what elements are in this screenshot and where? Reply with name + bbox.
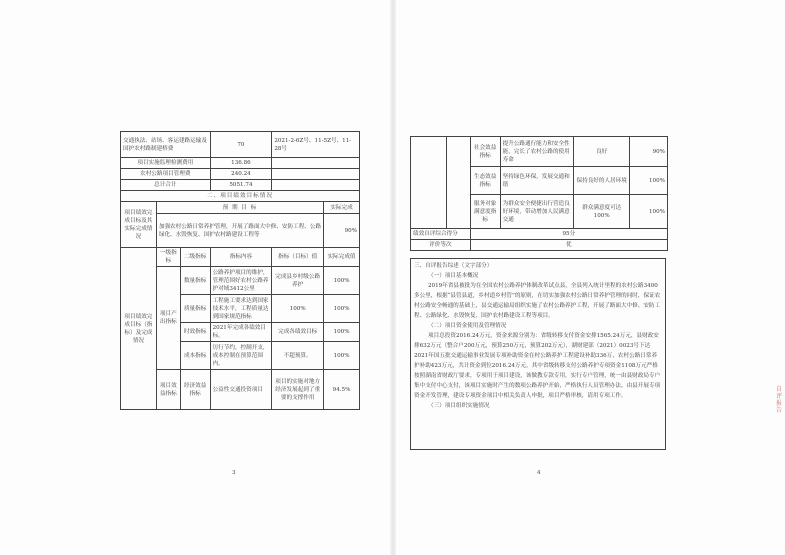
red-seal-fragment: 自 评 报 告: [776, 386, 783, 414]
indicator-level2: 数量指标: [180, 267, 210, 295]
performance-table-page4: [410, 136, 668, 251]
row-remark: [272, 180, 360, 191]
row-label: 总计合计: [121, 180, 211, 191]
grade-label: 评价等次: [411, 240, 471, 251]
indicator-target: 完成各绩效目标: [272, 323, 324, 342]
performance-table-page3: [120, 131, 360, 410]
indicator-level2: 社会效益指标: [470, 137, 500, 167]
indicator-target: 项目的实施对地方经济发展起到了重要的支撑作用: [272, 370, 324, 410]
section1-title: （一）项目基本概况: [428, 273, 479, 279]
expected-goal-header: 预 期 目 标: [156, 202, 323, 214]
actual-completion-header: 实际完成: [324, 202, 360, 214]
table-row: [121, 248, 360, 267]
indicator-content: 公益性交通投资项目: [210, 370, 272, 410]
indicator-actual: 100%: [630, 167, 668, 195]
indicator-content: 2021年完成各绩效目标。: [210, 323, 272, 342]
section2-title: （二）项目资金使用及管理情况: [428, 323, 507, 329]
row-label: 农村公路项目管理费: [121, 169, 211, 180]
indicator-target: 群众满意度可达100%: [574, 195, 630, 229]
row-remark: [272, 169, 360, 180]
table-row: [411, 240, 668, 251]
indicator-actual: 100%: [324, 323, 360, 342]
row-label: 交通执法、站场、客运建路运输及国护农村路制建桥费: [121, 132, 211, 158]
target-header: 指标（目标）值: [272, 248, 324, 267]
actual-header: 实际完成值: [324, 248, 360, 267]
table-row: [411, 229, 668, 240]
indicator-level2: 时效指标: [180, 323, 210, 342]
section3-title: （三）项目组织实施情况: [428, 403, 490, 409]
report-title: 三、自评报告综述（文字部分）: [414, 263, 493, 269]
output-label: 项目产出指标: [156, 267, 180, 370]
page-number-3: 3: [232, 470, 236, 476]
row-value: 5051.74: [210, 180, 272, 191]
indicator-actual: 94.5%: [324, 370, 360, 410]
table-row: [121, 132, 360, 158]
indicator-actual: 100%: [630, 195, 668, 229]
indicator-content: 厉行节约，控制开支，成本控制在预算范围内。: [210, 342, 272, 370]
section2-text: 项目总投资2016.24万元，资金来源分别为：省级转移支付资金安排1565.24万元，县财政安排632万元（整合户200万元，预算250万元，预算202万元），湖财建部（2021）0023号下达2021年国五批交通运输事业发展专项补助资金在村公路养护工程建设补助336万，农村公路日常养护补助423万元，共计资金到位2016.24万元，其中省级转移支付公路养护专项资金1108万元严格按照湖南省财政厅要求，专项用于项目建设，该做教专款专用，实行专户管理，统一由县财政局专户集中支付中心支付，该项目实施时产生的数项公路养护开始，严格执行人员管理办法，由县开展专项资金开发管理，建设专项资金项目中相关负责人申批，项目严格审核，请用专项工作。: [414, 333, 661, 399]
indicator-content: 公路养护项目的维护，管理范围好农村公路养护对域3412公里: [210, 267, 272, 295]
page-number-4: 4: [537, 470, 541, 476]
level1-header: 一级指标: [156, 248, 180, 267]
table-row: [121, 191, 360, 202]
content-header: 指标内容: [210, 248, 272, 267]
annual-goal-value: 90%: [324, 214, 360, 248]
indicator-level2: 质量指标: [180, 295, 210, 323]
grade-value: 优: [470, 240, 667, 251]
indicator-level2: 成本指标: [180, 342, 210, 370]
row-label: 项目实施监理检测费用: [121, 158, 211, 169]
table-row: [411, 137, 668, 167]
section-title: 二、项目绩效目标情况: [121, 191, 360, 202]
indicator-level2: 服务对象满意度指标: [470, 195, 500, 229]
table-row: [121, 169, 360, 180]
section1-text: 2019年省县被批为在全国农村公路养护体制改革试点县，全县列入统计里程的农村公路3400多公里，根据“县管县道，乡村道乡村管”的原则，在切实加强农村公路日常养护管理的同时，保证农村公路安全畅通的基础上，县交通运输局组织实施了农村公路养护工程，开展了路面大中修、安防工程、公路绿化、水毁恢复、国护农村路建设工程等项目。: [414, 283, 661, 319]
indicator-content: 工程施工要求达到国家技术水平，工程质量达到国家规范指标: [210, 295, 272, 323]
book-gutter: [390, 0, 396, 555]
indicator-content: 提升公路通行能力和安全性能，完长了农村公路的使用寿命: [500, 137, 574, 167]
indicator-target: 保持良好的人居环境: [574, 167, 630, 195]
level2-header: 二级指标: [180, 248, 210, 267]
annual-goal-text: 加强农村公路日常养护管理，开展了路面大中修、安防工程、公路绿化、水毁恢复、国护农村路建设工程等: [156, 214, 323, 248]
table-row: [121, 180, 360, 191]
effect-label: 项目效益指标: [156, 370, 180, 410]
indicator-section-label: 项目绩效完成目标（指标）及完成情况: [121, 248, 157, 410]
table-row: [121, 267, 360, 295]
indicator-target: 完成县乡村级公路养护: [272, 267, 324, 295]
row-remark: 2021-2-6Z号、11-5Z号、11-28号: [272, 132, 360, 158]
report-box: [410, 258, 666, 450]
indicator-target: 100%: [272, 295, 324, 323]
annual-goal-label: 项目绩效完成目标及其实际完成情况: [121, 202, 157, 248]
row-value: 136.86: [210, 158, 272, 169]
indicator-actual: 90%: [630, 137, 668, 167]
empty-cell: [446, 137, 470, 229]
indicator-content: 为群众安全便捷出行营造良好环境，带动增加人民满意交通: [500, 195, 574, 229]
self-score-value: 95分: [470, 229, 667, 240]
indicator-target: 良好: [574, 137, 630, 167]
table-row: [121, 202, 360, 214]
row-remark: [272, 158, 360, 169]
self-score-label: 绩效自评综合得分: [411, 229, 471, 240]
table-row: [121, 370, 360, 410]
indicator-level2: 经济效益指标: [180, 370, 210, 410]
indicator-actual: 100%: [324, 342, 360, 370]
row-value: 240.24: [210, 169, 272, 180]
indicator-actual: 100%: [324, 295, 360, 323]
row-value: 70: [210, 132, 272, 158]
indicator-level2: 生态效益指标: [470, 167, 500, 195]
indicator-actual: 100%: [324, 267, 360, 295]
table-row: [121, 214, 360, 248]
table-row: [121, 158, 360, 169]
indicator-target: 不超预算。: [272, 342, 324, 370]
indicator-content: 坚持绿色环保，发展交通和谐: [500, 167, 574, 195]
empty-cell: [411, 137, 447, 229]
